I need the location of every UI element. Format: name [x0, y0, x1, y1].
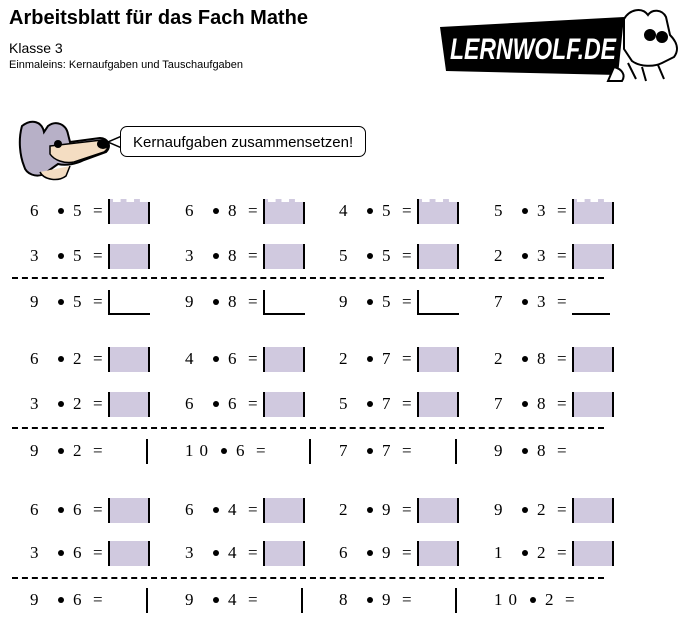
answer-field[interactable]: [263, 290, 305, 315]
factor-b: 3: [537, 292, 546, 311]
equals-sign: =: [557, 349, 567, 368]
topic-label: Einmaleins: Kernaufgaben und Tauschaufgaben: [9, 59, 244, 71]
multiplication-problem: [492, 586, 652, 614]
factor-a: 3: [185, 246, 194, 265]
multiplication-problem: [492, 437, 652, 465]
equals-sign: =: [402, 292, 412, 311]
factor-b: 2: [537, 543, 546, 562]
multiply-dot-icon: [213, 597, 219, 603]
factor-a: 2: [339, 500, 348, 519]
answer-field[interactable]: [417, 244, 459, 269]
factor-b: 6: [73, 543, 82, 562]
factor-b: 5: [73, 201, 82, 220]
equals-sign: =: [93, 394, 103, 413]
factor-a: 7: [339, 441, 348, 460]
factor-a: 9: [30, 441, 39, 460]
dashed-divider: [12, 577, 604, 579]
multiplication-problem: [183, 437, 343, 465]
factor-b: 8: [228, 292, 237, 311]
equals-sign: =: [402, 201, 412, 220]
factor-b: 6: [73, 590, 82, 609]
multiplication-problem: [28, 586, 188, 614]
factor-a: 5: [494, 201, 503, 220]
equals-sign: =: [557, 292, 567, 311]
answer-field[interactable]: [108, 541, 150, 566]
answer-field[interactable]: [309, 439, 311, 464]
multiplication-problem: [28, 288, 188, 316]
multiplication-problem: [492, 539, 652, 567]
answer-field[interactable]: [455, 439, 457, 464]
multiply-dot-icon: [213, 401, 219, 407]
factor-b: 5: [382, 201, 391, 220]
factor-a: 3: [185, 543, 194, 562]
multiplication-problem: [183, 586, 343, 614]
multiply-dot-icon: [522, 356, 528, 362]
multiplication-problem: [28, 242, 188, 270]
factor-a: 5: [339, 394, 348, 413]
equals-sign: =: [557, 246, 567, 265]
answer-field[interactable]: [417, 347, 459, 372]
equals-sign: =: [557, 394, 567, 413]
instruction-bubble: Kernaufgaben zusammensetzen!: [120, 126, 366, 157]
multiply-dot-icon: [522, 208, 528, 214]
equals-sign: =: [256, 441, 266, 460]
multiply-dot-icon: [522, 448, 528, 454]
factor-b: 7: [382, 349, 391, 368]
equals-sign: =: [565, 590, 575, 609]
factor-b: 6: [228, 394, 237, 413]
equals-sign: =: [93, 543, 103, 562]
multiplication-problem: [492, 242, 652, 270]
factor-b: 9: [382, 543, 391, 562]
equals-sign: =: [402, 246, 412, 265]
equals-sign: =: [93, 201, 103, 220]
multiplication-problem: [492, 345, 652, 373]
factor-b: 8: [537, 394, 546, 413]
multiplication-problem: [28, 539, 188, 567]
factor-a: 9: [494, 500, 503, 519]
factor-a: 1: [494, 543, 503, 562]
factor-b: 9: [382, 590, 391, 609]
factor-b: 4: [228, 590, 237, 609]
factor-a: 3: [30, 394, 39, 413]
equals-sign: =: [248, 292, 258, 311]
equals-sign: =: [93, 292, 103, 311]
multiply-dot-icon: [367, 208, 373, 214]
multiply-dot-icon: [213, 356, 219, 362]
multiplication-problem: [337, 586, 497, 614]
factor-b: 9: [382, 500, 391, 519]
factor-b: 4: [228, 500, 237, 519]
factor-a: 7: [494, 394, 503, 413]
dashed-divider: [12, 277, 604, 279]
multiplication-problem: [337, 437, 497, 465]
multiply-dot-icon: [213, 507, 219, 513]
multiplication-problem: [183, 345, 343, 373]
factor-b: 5: [73, 246, 82, 265]
factor-b: 5: [73, 292, 82, 311]
equals-sign: =: [557, 543, 567, 562]
multiplication-problem: [28, 390, 188, 418]
multiplication-problem: [337, 539, 497, 567]
factor-a: 6: [185, 394, 194, 413]
multiply-dot-icon: [522, 507, 528, 513]
factor-a: 3: [30, 246, 39, 265]
factor-a: 6: [30, 349, 39, 368]
answer-field[interactable]: [263, 244, 305, 269]
multiply-dot-icon: [58, 208, 64, 214]
multiplication-problem: [28, 345, 188, 373]
factor-b: 6: [73, 500, 82, 519]
factor-a: 2: [494, 246, 503, 265]
answer-field[interactable]: [146, 439, 148, 464]
factor-a: 6: [30, 201, 39, 220]
equals-sign: =: [402, 394, 412, 413]
equals-sign: =: [93, 349, 103, 368]
multiply-dot-icon: [58, 448, 64, 454]
class-label: Klasse 3: [9, 40, 63, 56]
multiply-dot-icon: [213, 253, 219, 259]
answer-field[interactable]: [263, 498, 305, 523]
answer-field[interactable]: [417, 290, 459, 315]
multiply-dot-icon: [522, 299, 528, 305]
multiplication-problem: [492, 496, 652, 524]
equals-sign: =: [248, 543, 258, 562]
multiply-dot-icon: [58, 253, 64, 259]
factor-a: 10: [185, 441, 214, 460]
factor-b: 6: [236, 441, 245, 460]
answer-field[interactable]: [572, 347, 614, 372]
factor-b: 2: [545, 590, 554, 609]
factor-a: 4: [339, 201, 348, 220]
answer-field[interactable]: [417, 541, 459, 566]
multiply-dot-icon: [58, 507, 64, 513]
multiplication-problem: [183, 539, 343, 567]
multiplication-problem: [492, 288, 652, 316]
answer-field[interactable]: [572, 498, 614, 523]
multiply-dot-icon: [58, 299, 64, 305]
multiply-dot-icon: [367, 253, 373, 259]
answer-field[interactable]: [572, 541, 614, 566]
worksheet-title: Arbeitsblatt für das Fach Mathe: [9, 7, 308, 29]
factor-b: 8: [537, 441, 546, 460]
factor-a: 9: [30, 590, 39, 609]
multiply-dot-icon: [58, 550, 64, 556]
multiplication-problem: [183, 288, 343, 316]
factor-a: 9: [185, 292, 194, 311]
equals-sign: =: [248, 394, 258, 413]
factor-a: 2: [339, 349, 348, 368]
multiply-dot-icon: [213, 550, 219, 556]
answer-field[interactable]: [301, 588, 303, 613]
multiplication-problem: [337, 242, 497, 270]
multiply-dot-icon: [367, 299, 373, 305]
factor-a: 9: [185, 590, 194, 609]
multiply-dot-icon: [221, 448, 227, 454]
factor-a: 4: [185, 349, 194, 368]
factor-b: 8: [537, 349, 546, 368]
answer-field[interactable]: [108, 199, 150, 224]
answer-field[interactable]: [108, 244, 150, 269]
multiplication-problem: [28, 437, 188, 465]
factor-b: 8: [228, 201, 237, 220]
factor-b: 7: [382, 394, 391, 413]
equals-sign: =: [248, 349, 258, 368]
multiply-dot-icon: [58, 356, 64, 362]
answer-field[interactable]: [108, 498, 150, 523]
factor-a: 6: [339, 543, 348, 562]
factor-b: 8: [228, 246, 237, 265]
multiplication-problem: [337, 496, 497, 524]
factor-a: 6: [30, 500, 39, 519]
multiply-dot-icon: [213, 299, 219, 305]
factor-a: 8: [339, 590, 348, 609]
multiplication-problem: [337, 197, 497, 225]
answer-field[interactable]: [417, 392, 459, 417]
multiplication-problem: [183, 242, 343, 270]
answer-field[interactable]: [108, 347, 150, 372]
equals-sign: =: [248, 500, 258, 519]
multiplication-problem: [183, 390, 343, 418]
equals-sign: =: [93, 441, 103, 460]
factor-a: 6: [185, 500, 194, 519]
factor-a: 7: [494, 292, 503, 311]
answer-field[interactable]: [263, 392, 305, 417]
multiply-dot-icon: [58, 401, 64, 407]
answer-field[interactable]: [455, 588, 457, 613]
equals-sign: =: [248, 246, 258, 265]
factor-b: 5: [382, 292, 391, 311]
multiply-dot-icon: [522, 401, 528, 407]
answer-field[interactable]: [263, 199, 305, 224]
equals-sign: =: [402, 543, 412, 562]
factor-b: 4: [228, 543, 237, 562]
equals-sign: =: [402, 349, 412, 368]
answer-field[interactable]: [108, 290, 150, 315]
answer-field[interactable]: [572, 290, 610, 315]
answer-field[interactable]: [263, 541, 305, 566]
factor-b: 2: [73, 349, 82, 368]
multiplication-problem: [183, 496, 343, 524]
factor-a: 6: [185, 201, 194, 220]
factor-a: 5: [339, 246, 348, 265]
answer-field[interactable]: [417, 498, 459, 523]
equals-sign: =: [557, 500, 567, 519]
multiplication-problem: [28, 197, 188, 225]
answer-field[interactable]: [572, 392, 614, 417]
multiply-dot-icon: [58, 597, 64, 603]
factor-b: 6: [228, 349, 237, 368]
multiply-dot-icon: [522, 550, 528, 556]
factor-b: 5: [382, 246, 391, 265]
equals-sign: =: [93, 246, 103, 265]
multiply-dot-icon: [367, 401, 373, 407]
factor-b: 3: [537, 246, 546, 265]
equals-sign: =: [402, 441, 412, 460]
multiplication-problem: [337, 390, 497, 418]
multiplication-problem: [337, 345, 497, 373]
logo-text: LERNWOLF.DE: [450, 33, 617, 66]
answer-field[interactable]: [108, 392, 150, 417]
equals-sign: =: [93, 590, 103, 609]
equals-sign: =: [248, 201, 258, 220]
factor-a: 9: [30, 292, 39, 311]
multiplication-problem: [337, 288, 497, 316]
answer-field[interactable]: [146, 588, 148, 613]
factor-b: 7: [382, 441, 391, 460]
equals-sign: =: [557, 201, 567, 220]
factor-a: 2: [494, 349, 503, 368]
answer-field[interactable]: [417, 199, 459, 224]
multiply-dot-icon: [213, 208, 219, 214]
equals-sign: =: [402, 590, 412, 609]
multiplication-problem: [492, 197, 652, 225]
multiply-dot-icon: [367, 448, 373, 454]
equals-sign: =: [248, 590, 258, 609]
equals-sign: =: [557, 441, 567, 460]
factor-b: 2: [537, 500, 546, 519]
multiply-dot-icon: [367, 550, 373, 556]
dashed-divider: [12, 427, 604, 429]
answer-field[interactable]: [572, 199, 614, 224]
factor-a: 10: [494, 590, 523, 609]
multiply-dot-icon: [367, 597, 373, 603]
factor-a: 9: [339, 292, 348, 311]
equals-sign: =: [402, 500, 412, 519]
equals-sign: =: [93, 500, 103, 519]
multiply-dot-icon: [367, 356, 373, 362]
factor-a: 3: [30, 543, 39, 562]
factor-b: 2: [73, 394, 82, 413]
multiplication-problem: [28, 496, 188, 524]
multiply-dot-icon: [530, 597, 536, 603]
answer-field[interactable]: [572, 244, 614, 269]
answer-field[interactable]: [263, 347, 305, 372]
factor-a: 9: [494, 441, 503, 460]
multiplication-problem: [492, 390, 652, 418]
multiplication-problem: [183, 197, 343, 225]
factor-b: 3: [537, 201, 546, 220]
factor-b: 2: [73, 441, 82, 460]
multiply-dot-icon: [522, 253, 528, 259]
multiply-dot-icon: [367, 507, 373, 513]
